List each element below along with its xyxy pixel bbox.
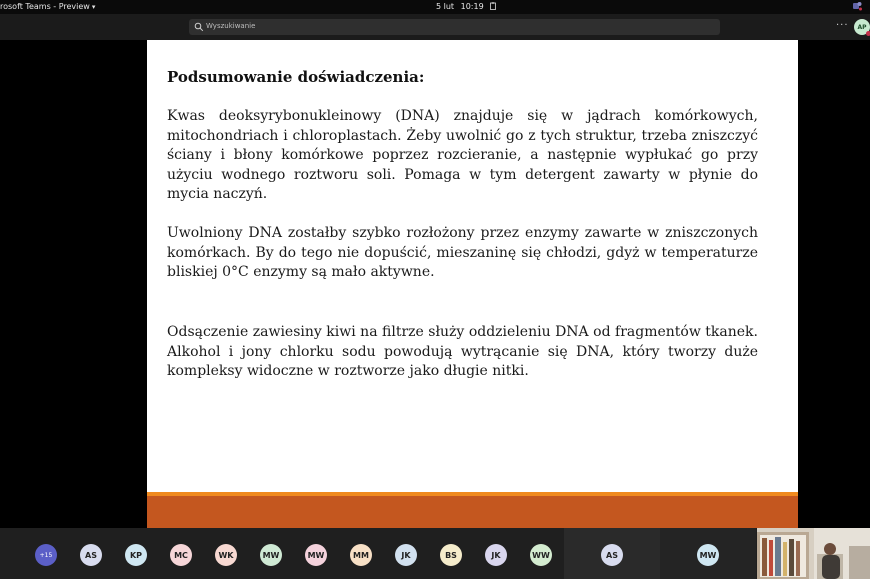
participant-video-feed[interactable] [757,528,870,579]
app-title: rosoft Teams - Preview [0,2,90,11]
clipboard-icon [490,2,496,10]
os-top-bar [0,0,870,14]
participant-avatar: MW [697,544,719,566]
slide-footer-band [147,496,798,528]
slide-paragraph: Kwas deoksyrybonukleinowy (DNA) znajduje się w jądrach komórkowych, mitochondriach i chloroplastach. Żeby uwolnić go z tych struktur, trzeba zniszczyć ściany i błony komórkowe poprzez rozcieranie, a następnie wypłukać go przy użyciu wodnego roztworu soli. Pomaga w tym detergent zawarty w płynie do mycia naczyń. [167,108,758,203]
time-label: 10:19 [460,2,484,11]
status-dot [866,31,870,36]
more-options-button[interactable]: ··· [836,20,849,31]
participant-avatar[interactable]: MM [350,544,372,566]
teams-header [0,14,870,40]
participant-avatar[interactable]: WK [215,544,237,566]
participant-avatar[interactable]: JK [395,544,417,566]
participant-avatar[interactable]: JK [485,544,507,566]
slide-paragraph: Uwolniony DNA zostałby szybko rozłożony przez enzymy zawarte w zniszczonych komórkach. By do tego nie dopuścić, mieszaninę się chłodzi, gdyż w temperaturze bliskiej 0°C enzymy są mało aktywne. [167,225,758,281]
participant-tile[interactable] [660,528,756,579]
presentation-slide [147,40,798,528]
slide-paragraph: Odsączenie zawiesiny kiwi na filtrze służy oddzieleniu DNA od fragmentów tkanek. Alkohol i jony chlorku sodu powodują wytrącanie się DNA, który tworzy duże kompleksy widoczne w roztworze jako długie nitki. [167,324,758,380]
more-participants-button[interactable]: +15 [35,544,57,566]
participant-avatar: AS [601,544,623,566]
participant-avatar[interactable]: MW [305,544,327,566]
participant-avatar[interactable]: AS [80,544,102,566]
clock[interactable] [436,2,496,11]
search-input[interactable] [189,19,720,35]
participants-bar [0,528,870,579]
search-placeholder: Wyszukiwanie [206,22,256,30]
slide-title: Podsumowanie doświadczenia: [167,68,425,86]
app-menu[interactable] [0,2,95,11]
video-frame [757,528,870,579]
participant-avatar[interactable]: BS [440,544,462,566]
date-label: 5 lut [436,2,455,11]
chevron-down-icon: ▾ [91,3,96,11]
participant-avatar[interactable]: KP [125,544,147,566]
search-icon [194,22,204,32]
profile-avatar[interactable]: AP [854,19,870,35]
participant-tile[interactable] [564,528,660,579]
participant-avatar[interactable]: MC [170,544,192,566]
participant-avatar[interactable]: MW [260,544,282,566]
participant-avatar[interactable]: WW [530,544,552,566]
teams-tray-icon[interactable] [852,1,862,11]
